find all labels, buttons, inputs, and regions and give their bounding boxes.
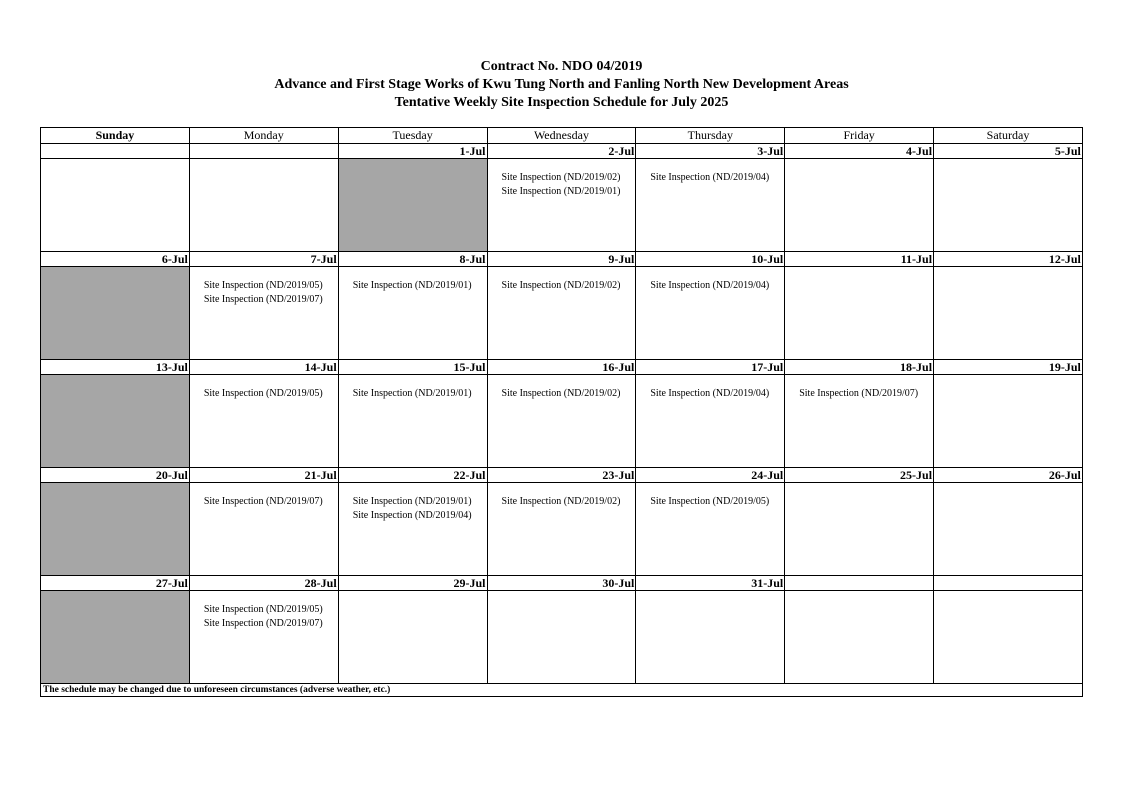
date-cell: 11-Jul xyxy=(785,252,934,267)
day-cell xyxy=(487,483,636,576)
inspection-event: Site Inspection (ND/2019/01) xyxy=(352,388,472,399)
date-cell: 4-Jul xyxy=(785,144,934,159)
shaded-day-cell xyxy=(41,591,190,684)
day-cell xyxy=(338,483,487,576)
week-date-row xyxy=(41,468,1083,483)
day-cell xyxy=(934,591,1083,684)
weekday-header: Thursday xyxy=(636,128,785,144)
day-cell xyxy=(487,375,636,468)
event-list xyxy=(339,375,487,401)
date-cell xyxy=(934,576,1083,591)
weekday-header-row xyxy=(41,128,1083,144)
day-cell xyxy=(934,483,1083,576)
day-cell xyxy=(189,267,338,360)
date-cell: 19-Jul xyxy=(934,360,1083,375)
project-name: Advance and First Stage Works of Kwu Tung North and Fanling North New Development Areas xyxy=(274,77,849,92)
inspection-event: Site Inspection (ND/2019/02) xyxy=(501,280,621,291)
day-cell xyxy=(785,375,934,468)
date-cell: 17-Jul xyxy=(636,360,785,375)
date-cell xyxy=(41,144,190,159)
event-list xyxy=(190,483,338,509)
day-cell xyxy=(934,375,1083,468)
week-date-row xyxy=(41,252,1083,267)
inspection-event: Site Inspection (ND/2019/01) xyxy=(352,496,472,507)
day-cell xyxy=(785,591,934,684)
event-list xyxy=(785,375,933,401)
day-cell xyxy=(636,267,785,360)
date-cell: 1-Jul xyxy=(338,144,487,159)
day-cell xyxy=(785,159,934,252)
week-events-row xyxy=(41,483,1083,576)
date-cell: 22-Jul xyxy=(338,468,487,483)
date-cell: 7-Jul xyxy=(189,252,338,267)
day-cell xyxy=(41,159,190,252)
shaded-day-cell xyxy=(338,159,487,252)
date-cell: 24-Jul xyxy=(636,468,785,483)
date-cell: 8-Jul xyxy=(338,252,487,267)
date-cell: 3-Jul xyxy=(636,144,785,159)
inspection-event: Site Inspection (ND/2019/04) xyxy=(650,172,770,183)
event-list xyxy=(636,375,784,401)
weekday-header: Monday xyxy=(189,128,338,144)
footnote-row xyxy=(41,684,1083,697)
event-list xyxy=(190,591,338,630)
event-list xyxy=(488,483,636,509)
date-cell: 15-Jul xyxy=(338,360,487,375)
contract-number: Contract No. NDO 04/2019 xyxy=(480,59,643,74)
day-cell xyxy=(338,267,487,360)
day-cell xyxy=(189,159,338,252)
date-cell: 18-Jul xyxy=(785,360,934,375)
day-cell xyxy=(785,267,934,360)
day-cell xyxy=(636,591,785,684)
event-list xyxy=(636,483,784,509)
schedule-title: Tentative Weekly Site Inspection Schedule for July 2025 xyxy=(394,95,729,110)
week-events-row xyxy=(41,159,1083,252)
week-date-row xyxy=(41,576,1083,591)
date-cell: 26-Jul xyxy=(934,468,1083,483)
day-cell xyxy=(487,591,636,684)
date-cell: 10-Jul xyxy=(636,252,785,267)
week-events-row xyxy=(41,375,1083,468)
weekday-header: Saturday xyxy=(934,128,1083,144)
day-cell xyxy=(189,375,338,468)
inspection-event: Site Inspection (ND/2019/04) xyxy=(650,388,770,399)
inspection-event: Site Inspection (ND/2019/01) xyxy=(352,280,472,291)
day-cell xyxy=(934,159,1083,252)
event-list xyxy=(636,159,784,185)
date-cell: 6-Jul xyxy=(41,252,190,267)
day-cell xyxy=(338,375,487,468)
shaded-day-cell xyxy=(41,375,190,468)
date-cell: 27-Jul xyxy=(41,576,190,591)
inspection-event: Site Inspection (ND/2019/05) xyxy=(650,496,770,507)
date-cell: 29-Jul xyxy=(338,576,487,591)
inspection-event: Site Inspection (ND/2019/05) xyxy=(203,604,323,615)
event-list xyxy=(488,159,636,198)
weekday-header: Tuesday xyxy=(338,128,487,144)
date-cell xyxy=(189,144,338,159)
event-list xyxy=(488,267,636,293)
inspection-event: Site Inspection (ND/2019/02) xyxy=(501,172,621,183)
day-cell xyxy=(338,591,487,684)
date-cell: 9-Jul xyxy=(487,252,636,267)
date-cell: 12-Jul xyxy=(934,252,1083,267)
day-cell xyxy=(189,483,338,576)
date-cell: 21-Jul xyxy=(189,468,338,483)
event-list xyxy=(190,375,338,401)
shaded-day-cell xyxy=(41,483,190,576)
event-list xyxy=(488,375,636,401)
event-list xyxy=(339,267,487,293)
inspection-event: Site Inspection (ND/2019/07) xyxy=(203,293,323,305)
weekday-header: Friday xyxy=(785,128,934,144)
inspection-event: Site Inspection (ND/2019/07) xyxy=(203,496,323,507)
calendar-table xyxy=(40,127,1083,697)
inspection-event: Site Inspection (ND/2019/05) xyxy=(203,388,323,399)
date-cell: 28-Jul xyxy=(189,576,338,591)
event-list xyxy=(190,267,338,306)
day-cell xyxy=(636,375,785,468)
day-cell xyxy=(189,591,338,684)
date-cell xyxy=(785,576,934,591)
weekday-header: Sunday xyxy=(41,128,190,144)
day-cell xyxy=(785,483,934,576)
date-cell: 2-Jul xyxy=(487,144,636,159)
event-list xyxy=(339,483,487,522)
weekday-header: Wednesday xyxy=(487,128,636,144)
date-cell: 14-Jul xyxy=(189,360,338,375)
day-cell xyxy=(487,267,636,360)
date-cell: 25-Jul xyxy=(785,468,934,483)
date-cell: 31-Jul xyxy=(636,576,785,591)
inspection-event: Site Inspection (ND/2019/02) xyxy=(501,496,621,507)
inspection-event: Site Inspection (ND/2019/04) xyxy=(650,280,770,291)
inspection-event: Site Inspection (ND/2019/01) xyxy=(501,185,621,197)
inspection-event: Site Inspection (ND/2019/07) xyxy=(799,388,919,399)
inspection-event: Site Inspection (ND/2019/07) xyxy=(203,617,323,629)
week-events-row xyxy=(41,591,1083,684)
week-events-row xyxy=(41,267,1083,360)
day-cell xyxy=(934,267,1083,360)
date-cell: 16-Jul xyxy=(487,360,636,375)
inspection-event: Site Inspection (ND/2019/04) xyxy=(352,509,472,521)
date-cell: 30-Jul xyxy=(487,576,636,591)
date-cell: 13-Jul xyxy=(41,360,190,375)
document-title xyxy=(0,58,1123,112)
date-cell: 20-Jul xyxy=(41,468,190,483)
inspection-event: Site Inspection (ND/2019/02) xyxy=(501,388,621,399)
shaded-day-cell xyxy=(41,267,190,360)
day-cell xyxy=(636,483,785,576)
date-cell: 23-Jul xyxy=(487,468,636,483)
schedule-footnote: The schedule may be changed due to unforeseen circumstances (adverse weather, etc.) xyxy=(41,684,1083,697)
date-cell: 5-Jul xyxy=(934,144,1083,159)
inspection-event: Site Inspection (ND/2019/05) xyxy=(203,280,323,291)
day-cell xyxy=(636,159,785,252)
event-list xyxy=(636,267,784,293)
week-date-row xyxy=(41,144,1083,159)
day-cell xyxy=(487,159,636,252)
week-date-row xyxy=(41,360,1083,375)
